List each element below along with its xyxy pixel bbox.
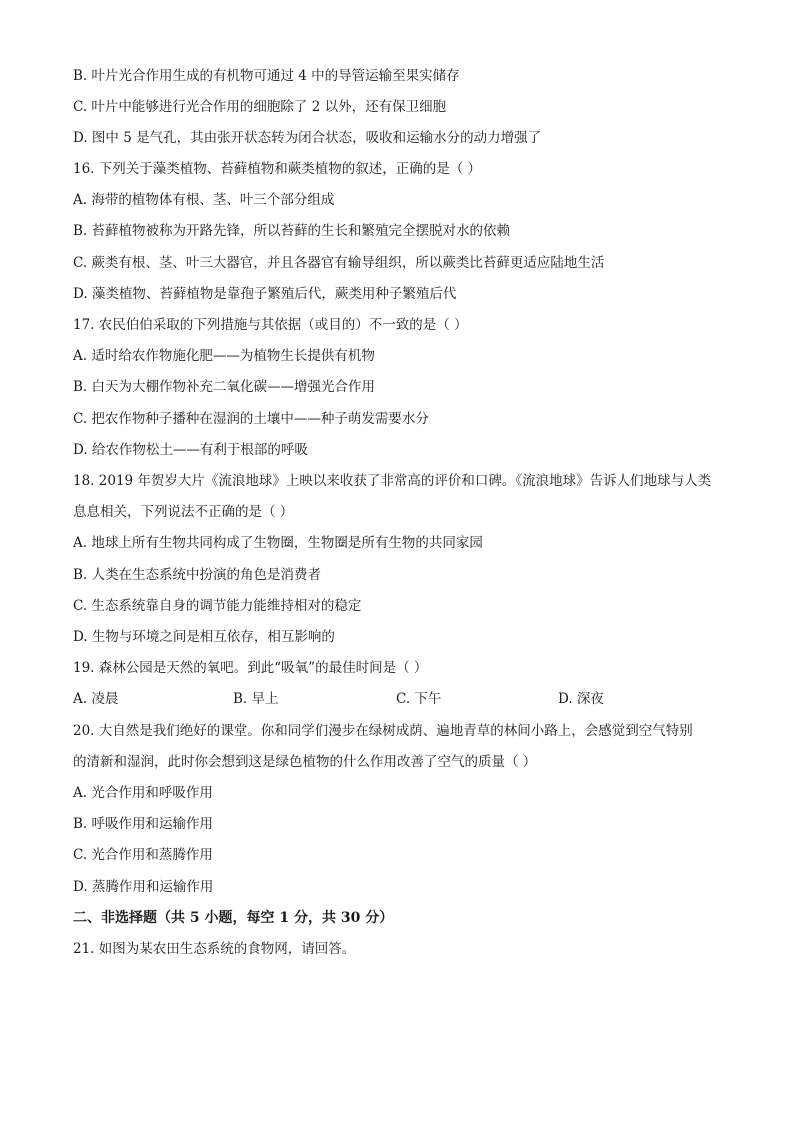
q17-option-a: A. 适时给农作物施化肥——为植物生长提供有机物 bbox=[73, 348, 375, 364]
q20-stem-line2: 的清新和湿润，此时你会想到这是绿色植物的什么作用改善了空气的质量（ ） bbox=[73, 754, 537, 770]
q20-option-c: C. 光合作用和蒸腾作用 bbox=[73, 847, 213, 863]
q17-option-d: D. 给农作物松土——有利于根部的呼吸 bbox=[73, 442, 308, 458]
q19-option-b: B. 早上 bbox=[233, 691, 279, 707]
q18-stem-line2: 息息相关，下列说法不正确的是（ ） bbox=[73, 504, 294, 520]
q19-option-c: C. 下午 bbox=[396, 691, 442, 707]
q16-stem: 16. 下列关于藻类植物、苔藓植物和蕨类植物的叙述，正确的是（ ） bbox=[73, 161, 482, 177]
q16-option-a: A. 海带的植物体有根、茎、叶三个部分组成 bbox=[73, 192, 335, 208]
q18-stem-line1: 18. 2019 年贺岁大片《流浪地球》上映以来收获了非常高的评价和口碑。《流浪地球》告诉人们地球与人类 bbox=[73, 473, 712, 489]
q17-stem: 17. 农民伯伯采取的下列措施与其依据（或目的）不一致的是（ ） bbox=[73, 317, 468, 333]
q18-option-c: C. 生态系统靠自身的调节能力能维持相对的稳定 bbox=[73, 598, 362, 614]
q19-stem: 19. 森林公园是天然的氧吧。到此“吸氧”的最佳时间是（ ） bbox=[73, 660, 428, 676]
q18-option-d: D. 生物与环境之间是相互依存，相互影响的 bbox=[73, 629, 335, 645]
q20-stem-line1: 20. 大自然是我们绝好的课堂。你和同学们漫步在绿树成荫、遍地青草的林间小路上，会感觉到空气特别 bbox=[73, 723, 693, 739]
q21-stem: 21. 如图为某农田生态系统的食物网，请回答。 bbox=[73, 941, 356, 957]
q16-option-b: B. 苔藓植物被称为开路先锋，所以苔藓的生长和繁殖完全摆脱对水的依赖 bbox=[73, 223, 511, 239]
q15-option-d: D. 图中 5 是气孔，其由张开状态转为闭合状态，吸收和运输水分的动力增强了 bbox=[73, 130, 542, 146]
q19-option-d: D. 深夜 bbox=[558, 691, 604, 707]
q16-option-d: D. 藻类植物、苔藓植物是靠孢子繁殖后代，蕨类用种子繁殖后代 bbox=[73, 286, 457, 302]
q19-options bbox=[73, 689, 733, 709]
q17-option-c: C. 把农作物种子播种在湿润的土壤中——种子萌发需要水分 bbox=[73, 411, 429, 427]
q20-option-b: B. 呼吸作用和运输作用 bbox=[73, 816, 214, 832]
q18-option-a: A. 地球上所有生物共同构成了生物圈，生物圈是所有生物的共同家园 bbox=[73, 535, 483, 551]
q15-option-c: C. 叶片中能够进行光合作用的细胞除了 2 以外，还有保卫细胞 bbox=[73, 99, 447, 115]
q16-option-c: C. 蕨类有根、茎、叶三大器官，并且各器官有输导组织，所以蕨类比苔藓更适应陆地生活 bbox=[73, 255, 605, 271]
section-2-title: 二、非选择题（共 5 小题，每空 1 分，共 30 分） bbox=[73, 910, 394, 926]
q17-option-b: B. 白天为大棚作物补充二氧化碳——增强光合作用 bbox=[73, 379, 376, 395]
q18-option-b: B. 人类在生态系统中扮演的角色是消费者 bbox=[73, 567, 322, 583]
q19-option-a: A. 凌晨 bbox=[73, 691, 119, 707]
q20-option-a: A. 光合作用和呼吸作用 bbox=[73, 785, 213, 801]
q15-option-b: B. 叶片光合作用生成的有机物可通过 4 中的导管运输至果实储存 bbox=[73, 68, 460, 84]
q20-option-d: D. 蒸腾作用和运输作用 bbox=[73, 879, 214, 895]
